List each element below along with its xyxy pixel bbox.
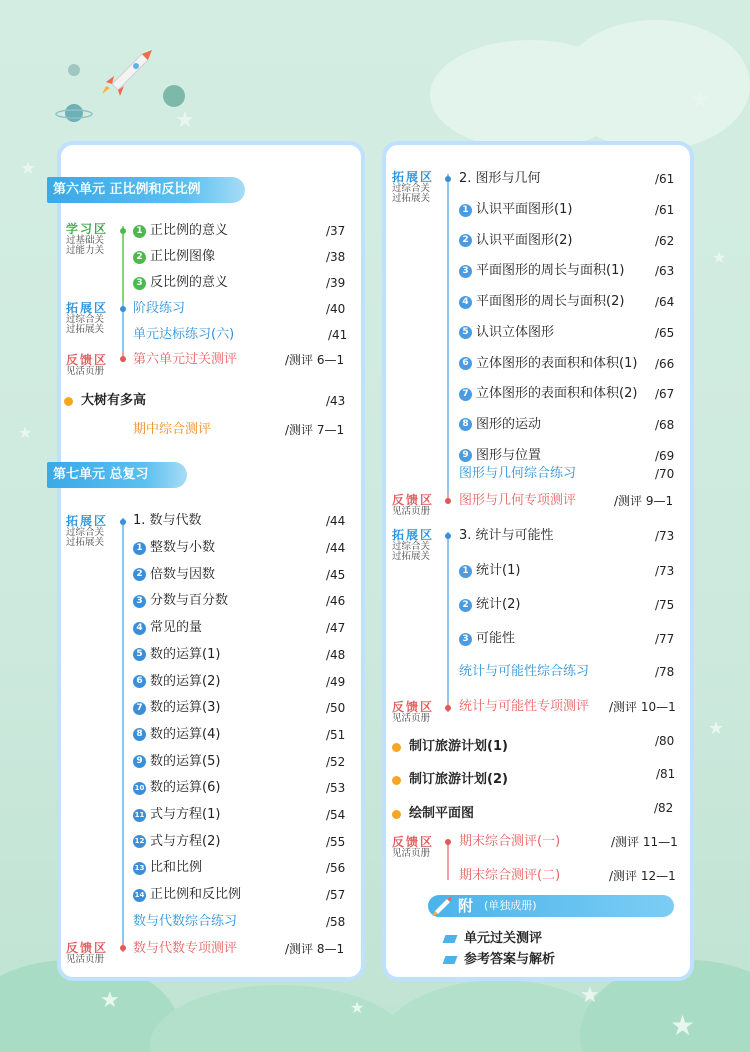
star-icon: ★	[690, 88, 710, 113]
book-icon	[443, 935, 458, 943]
star-icon: ★	[580, 983, 600, 1008]
toc-item[interactable]: 统计与可能性专项测评 /测评 10—1	[459, 699, 676, 714]
number-badge: 3	[459, 265, 472, 278]
toc-item[interactable]: 6 立体图形的表面积和体积(1) /66	[459, 354, 674, 374]
number-badge: 4	[133, 622, 146, 635]
cloud-decoration	[560, 20, 750, 150]
toc-item[interactable]: 7 数的运算(3) /50	[133, 698, 348, 718]
toc-item[interactable]: 3 分数与百分数 /46	[133, 591, 348, 611]
bullet-dot-icon	[64, 397, 73, 406]
number-badge: 1	[459, 565, 472, 578]
number-badge: 2	[459, 599, 472, 612]
zone-feedback: 反馈区 见活页册	[392, 700, 435, 724]
number-badge: 1	[459, 204, 472, 217]
star-icon: ★	[18, 423, 33, 442]
number-badge: 8	[133, 728, 146, 741]
zone-feedback: 反馈区 见活页册	[392, 835, 435, 859]
timeline-dot	[120, 945, 126, 951]
timeline-dot	[445, 705, 451, 711]
cloud-decoration	[150, 985, 410, 1052]
toc-item[interactable]: 2 正比例图像 /38	[133, 247, 348, 267]
toc-item[interactable]: 5 数的运算(1) /48	[133, 645, 348, 665]
toc-item[interactable]: 5 认识立体图形 /65	[459, 323, 674, 343]
toc-item[interactable]: 14 正比例和反比例 /57	[134, 887, 346, 903]
rocket-icon	[98, 48, 156, 98]
number-badge: 3	[133, 595, 146, 608]
star-icon: ★	[670, 1009, 696, 1042]
zone-feedback: 反馈区 见活页册	[392, 493, 435, 517]
toc-item[interactable]: 6 数的运算(2) /49	[133, 672, 348, 692]
toc-item[interactable]: 数与代数综合练习 /58	[133, 914, 346, 929]
toc-heading[interactable]: 1. 数与代数 /44	[133, 513, 346, 528]
planet-icon	[66, 62, 82, 78]
toc-item[interactable]: 3 平面图形的周长与面积(1) /63	[459, 261, 674, 281]
appendix-item[interactable]: 单元过关测评	[444, 929, 644, 949]
timeline-line	[447, 532, 449, 702]
bullet-dot-icon	[392, 776, 401, 785]
number-badge: 6	[133, 675, 146, 688]
bullet-dot-icon	[392, 743, 401, 752]
unit6-banner: 第六单元 正比例和反比例	[47, 177, 245, 203]
toc-item-midterm[interactable]: 期中综合测评 /测评 7—1	[133, 422, 345, 437]
toc-item[interactable]: 12 式与方程(2) /55	[134, 833, 346, 849]
number-badge: 5	[133, 648, 146, 661]
toc-item[interactable]: 图形与几何专项测评 /测评 9—1	[459, 493, 674, 508]
toc-item[interactable]: 2 认识平面图形(2) /62	[459, 231, 674, 251]
zone-ext: 拓展区 过综合关 过拓展关	[66, 514, 109, 548]
toc-item[interactable]: 11 式与方程(1) /54	[134, 807, 346, 822]
toc-item[interactable]: 2 统计(2) /75	[459, 595, 674, 615]
toc-item[interactable]: 1 整数与小数 /44	[133, 538, 348, 558]
planet-icon	[55, 100, 93, 126]
toc-item[interactable]: 3 可能性 /77	[459, 629, 674, 649]
planet-icon	[160, 82, 188, 110]
star-icon: ★	[712, 248, 727, 267]
number-badge: 2	[133, 568, 146, 581]
toc-item[interactable]: 阶段练习 /40	[133, 301, 346, 316]
unit7-banner: 第七单元 总复习	[47, 462, 187, 488]
timeline-dot	[445, 498, 451, 504]
appendix-item[interactable]: 参考答案与解析	[444, 950, 644, 970]
toc-item[interactable]: 第六单元过关测评 /测评 6—1	[133, 352, 345, 367]
toc-item-tree[interactable]: 大树有多高 /43	[64, 391, 348, 411]
number-badge: 12	[133, 835, 146, 848]
toc-heading[interactable]: 3. 统计与可能性 /73	[459, 528, 675, 543]
toc-item[interactable]: 数与代数专项测评 /测评 8—1	[133, 941, 345, 956]
number-badge: 7	[459, 388, 472, 401]
appendix-banner: 附 (单独成册)	[428, 895, 674, 917]
toc-item[interactable]: 9 图形与位置 /69	[459, 446, 674, 466]
toc-item[interactable]: 8 图形的运动 /68	[459, 415, 674, 435]
toc-item[interactable]: 1 认识平面图形(1) /61	[459, 200, 674, 220]
toc-item[interactable]: 期末综合测评(二) /测评 12—1	[459, 868, 676, 883]
toc-item[interactable]: 1 统计(1) /73	[459, 561, 674, 581]
toc-item[interactable]: 7 立体图形的表面积和体积(2) /67	[459, 384, 674, 404]
bullet-dot-icon	[392, 810, 401, 819]
number-badge: 3	[459, 633, 472, 646]
timeline-line	[122, 226, 124, 302]
number-badge: 9	[133, 755, 146, 768]
timeline-dot	[120, 228, 126, 234]
timeline-line	[447, 840, 449, 880]
toc-item[interactable]: 单元达标练习(六) /41	[133, 327, 348, 342]
timeline-line	[122, 518, 124, 942]
toc-item[interactable]: 统计与可能性综合练习 /78	[459, 664, 675, 679]
toc-item[interactable]: 3 反比例的意义 /39	[133, 273, 348, 293]
number-badge: 10	[133, 782, 146, 795]
number-badge: 7	[133, 702, 146, 715]
toc-item[interactable]: 8 数的运算(4) /51	[133, 725, 348, 745]
timeline-dot	[120, 519, 126, 525]
zone-ext: 拓展区 过综合关 过拓展关	[66, 301, 109, 335]
zone-feedback: 反馈区 见活页册	[66, 353, 109, 377]
toc-item-floorplan[interactable]: 绘制平面图 /82	[392, 804, 674, 824]
toc-item[interactable]: 4 常见的量 /47	[133, 618, 348, 638]
number-badge: 9	[459, 449, 472, 462]
zone-learn: 学习区 过基础关 过能力关	[66, 222, 109, 256]
toc-item[interactable]: 期末综合测评(一) /测评 11—1	[459, 834, 678, 849]
toc-item[interactable]: 13 比和比例 /56	[134, 860, 346, 876]
number-badge: 8	[459, 418, 472, 431]
star-icon: ★	[100, 988, 120, 1013]
star-icon: ★	[175, 108, 195, 133]
left-toc-panel	[57, 141, 365, 981]
toc-item-travel2[interactable]: 制订旅游计划(2) /81	[392, 770, 674, 790]
number-badge: 4	[459, 296, 472, 309]
zone-feedback: 反馈区 见活页册	[66, 941, 109, 965]
toc-item[interactable]: 图形与几何综合练习 /70	[459, 466, 675, 481]
timeline-dot	[120, 356, 126, 362]
timeline-dot	[445, 176, 451, 182]
book-icon	[443, 956, 458, 964]
number-badge: 11	[133, 809, 146, 822]
toc-heading[interactable]: 2. 图形与几何 /61	[459, 171, 675, 186]
toc-item[interactable]: 2 倍数与因数 /45	[133, 565, 348, 585]
number-badge: 5	[459, 326, 472, 339]
toc-item-travel1[interactable]: 制订旅游计划(1) /80	[392, 737, 674, 757]
number-badge: 14	[133, 889, 146, 902]
number-badge: 2	[459, 234, 472, 247]
timeline-line	[447, 174, 449, 494]
number-badge: 13	[133, 862, 146, 875]
toc-item[interactable]: 9 数的运算(5) /52	[133, 752, 348, 772]
timeline-dot	[120, 306, 126, 312]
rocket-icon	[430, 894, 454, 918]
zone-ext: 拓展区 过综合关 过拓展关	[392, 528, 435, 562]
toc-item[interactable]: 4 平面图形的周长与面积(2) /64	[459, 292, 674, 312]
toc-item[interactable]: 10 数的运算(6) /53	[134, 780, 346, 796]
zone-ext: 拓展区 过综合关 过拓展关	[392, 170, 435, 204]
timeline-dot	[445, 533, 451, 539]
number-badge: 1	[133, 542, 146, 555]
number-badge: 6	[459, 357, 472, 370]
star-icon: ★	[708, 718, 725, 739]
star-icon: ★	[20, 158, 37, 179]
toc-item[interactable]: 1 正比例的意义 /37	[133, 221, 348, 241]
timeline-dot	[445, 839, 451, 845]
star-icon: ★	[350, 998, 365, 1017]
